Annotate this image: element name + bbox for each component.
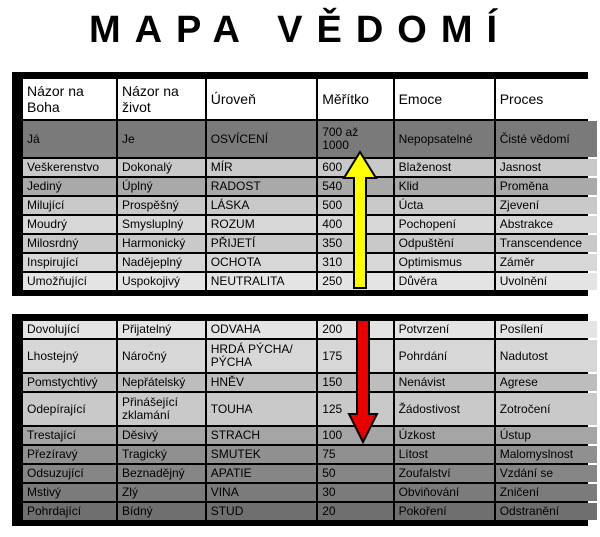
cell: 125 — [318, 393, 392, 425]
cell: OSVÍCENÍ — [207, 121, 316, 157]
cell: Odpuštění — [395, 235, 494, 252]
cell: Tragický — [118, 446, 205, 463]
cell: Veškerenstvo — [23, 159, 116, 176]
cell: Inspirující — [23, 254, 116, 271]
cell: Zničení — [496, 484, 597, 501]
cell: Pochopení — [395, 216, 494, 233]
cell: Moudrý — [23, 216, 116, 233]
cell: 310 — [318, 254, 392, 271]
cell: Pokoření — [395, 503, 494, 520]
cell: LÁSKA — [207, 197, 316, 214]
cell: APATIE — [207, 465, 316, 482]
cell: 20 — [318, 503, 392, 520]
cell: Žádostivost — [395, 393, 494, 425]
page-title: MAPA VĚDOMÍ — [88, 9, 512, 51]
cell: ODVAHA — [207, 321, 316, 338]
cell: Potvrzení — [395, 321, 494, 338]
cell: 200 — [318, 321, 392, 338]
cell: Úcta — [395, 197, 494, 214]
cell: Uspokojivý — [118, 273, 205, 290]
cell: Jediný — [23, 178, 116, 195]
cell: Lhostejný — [23, 340, 116, 372]
cell: Klid — [395, 178, 494, 195]
cell: Milující — [23, 197, 116, 214]
cell: Smysluplný — [118, 216, 205, 233]
cell: Náročný — [118, 340, 205, 372]
header-god: Názor na Boha — [23, 79, 116, 119]
cell: Trestající — [23, 427, 116, 444]
cell: SMUTEK — [207, 446, 316, 463]
cell: Úplný — [118, 178, 205, 195]
cell: 100 — [318, 427, 392, 444]
cell: Posílení — [496, 321, 597, 338]
cell: Malomyslnost — [496, 446, 597, 463]
cell: Bídný — [118, 503, 205, 520]
cell: Mstivý — [23, 484, 116, 501]
cell: 540 — [318, 178, 392, 195]
cell: Úzkost — [395, 427, 494, 444]
cell: Odepírající — [23, 393, 116, 425]
cell: OCHOTA — [207, 254, 316, 271]
cell: Já — [23, 121, 116, 157]
cell: Vzdání se — [496, 465, 597, 482]
cell: Zotročení — [496, 393, 597, 425]
cell: 175 — [318, 340, 392, 372]
cell: Abstrakce — [496, 216, 597, 233]
cell: Nadutost — [496, 340, 597, 372]
cell: Optimismus — [395, 254, 494, 271]
header-emotion: Emoce — [395, 79, 494, 119]
cell: Uvolnění — [496, 273, 597, 290]
cell: Transcendence — [496, 235, 597, 252]
cell: Blaženost — [395, 159, 494, 176]
cell: Harmonický — [118, 235, 205, 252]
cell: Přijatelný — [118, 321, 205, 338]
cell: Přinášející zklamání — [118, 393, 205, 425]
cell: ROZUM — [207, 216, 316, 233]
cell: Děsivý — [118, 427, 205, 444]
cell: Je — [118, 121, 205, 157]
cell: 600 — [318, 159, 392, 176]
cell: Prospěšný — [118, 197, 205, 214]
cell: Zjevení — [496, 197, 597, 214]
cell: Pohrdání — [395, 340, 494, 372]
cell: MÍR — [207, 159, 316, 176]
cell: Čisté vědomí — [496, 121, 597, 157]
cell: 50 — [318, 465, 392, 482]
cell: Zoufalství — [395, 465, 494, 482]
cell: Odstranění — [496, 503, 597, 520]
down-arrow — [349, 320, 377, 442]
cell-text: 700 až 1000 — [322, 125, 359, 152]
cell: Záměr — [496, 254, 597, 271]
cell: RADOST — [207, 178, 316, 195]
cell: 250 — [318, 273, 392, 290]
cell: 500 — [318, 197, 392, 214]
cell: Lítost — [395, 446, 494, 463]
cell: Dovolující — [23, 321, 116, 338]
header-life: Názor na život — [118, 79, 205, 119]
cell: VINA — [207, 484, 316, 501]
cell: Pohrdající — [23, 503, 116, 520]
cell: Obviňování — [395, 484, 494, 501]
cell: Umožňující — [23, 273, 116, 290]
cell: Proměna — [496, 178, 597, 195]
cell: Přezíravý — [23, 446, 116, 463]
cell: 350 — [318, 235, 392, 252]
cell: 30 — [318, 484, 392, 501]
cell: TOUHA — [207, 393, 316, 425]
cell: HNĚV — [207, 374, 316, 391]
up-arrow — [344, 152, 376, 288]
cell: 150 — [318, 374, 392, 391]
cell: Nepopsatelné — [395, 121, 494, 157]
cell: Dokonalý — [118, 159, 205, 176]
cell: STUD — [207, 503, 316, 520]
cell: HRDÁ PÝCHA/ PÝCHA — [207, 340, 316, 372]
header-level: Úroveň — [207, 79, 316, 119]
header-process: Proces — [496, 79, 597, 119]
cell: Jasnost — [496, 159, 597, 176]
cell: STRACH — [207, 427, 316, 444]
cell: Nadějeplný — [118, 254, 205, 271]
cell: Zlý — [118, 484, 205, 501]
cell: 75 — [318, 446, 392, 463]
header-scale: Měřítko — [318, 79, 392, 119]
cell: Beznadějný — [118, 465, 205, 482]
cell: NEUTRALITA — [207, 273, 316, 290]
cell: Ústup — [496, 427, 597, 444]
cell: Nenávist — [395, 374, 494, 391]
cell: Milosrdný — [23, 235, 116, 252]
cell: Odsuzující — [23, 465, 116, 482]
cell: Agrese — [496, 374, 597, 391]
cell: PŘIJETÍ — [207, 235, 316, 252]
cell: 400 — [318, 216, 392, 233]
cell: Důvěra — [395, 273, 494, 290]
cell: Nepřátelský — [118, 374, 205, 391]
cell: Pomstychtivý — [23, 374, 116, 391]
